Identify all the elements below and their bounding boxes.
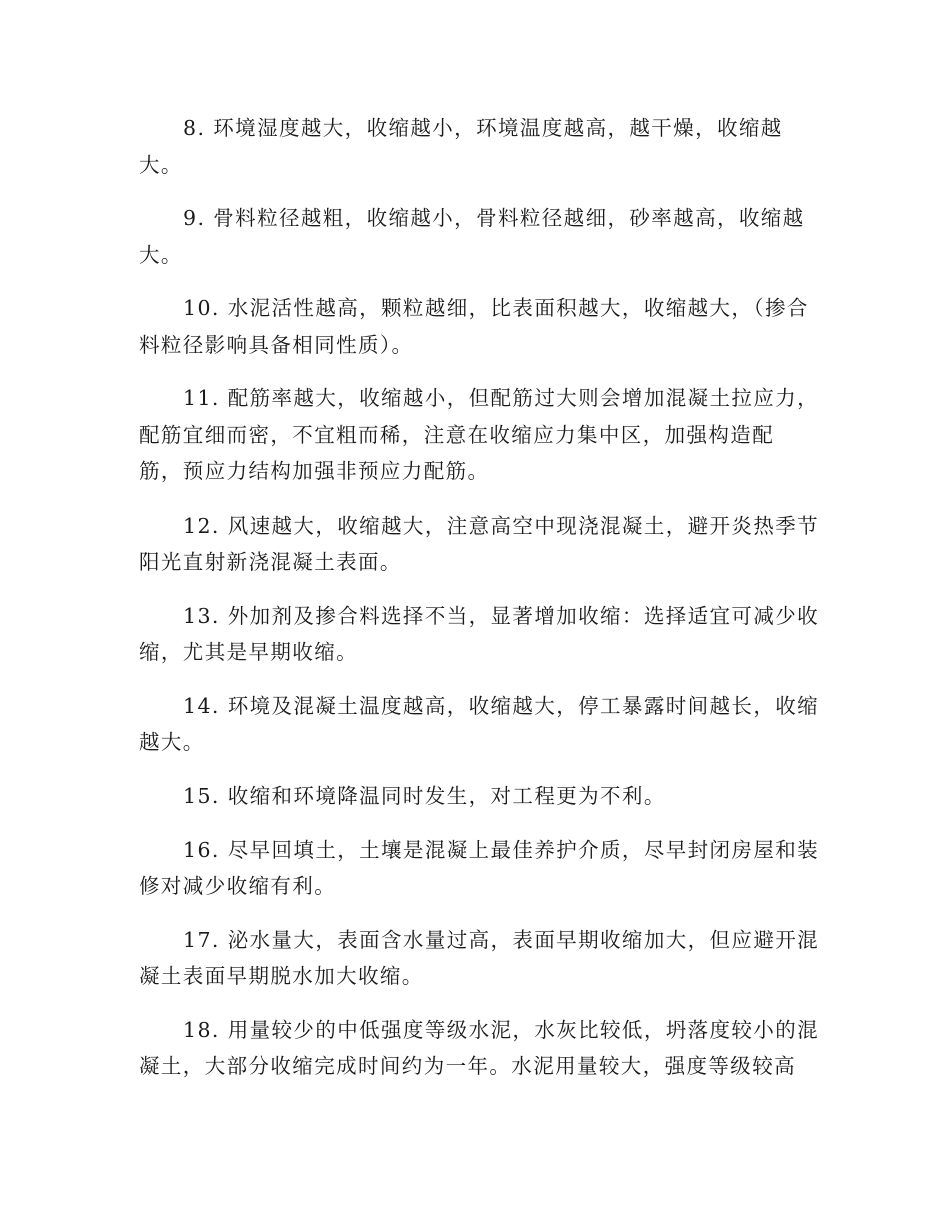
paragraph-13-line-1: 13. 外加剂及掺合料选择不当，显著增加收缩：选择适宜可减少收 xyxy=(183,604,820,628)
paragraph-18-line-2: 凝土，大部分收缩完成时间约为一年。水泥用量较大，强度等级较高 xyxy=(139,1054,796,1078)
paragraph-13-line-2: 缩，尤其是早期收缩。 xyxy=(139,640,358,664)
paragraph-12-line-1: 12. 风速越大，收缩越大，注意高空中现浇混凝土，避开炎热季节 xyxy=(183,514,820,538)
paragraph-16-line-1: 16. 尽早回填土，土壤是混凝上最佳养护介质，尽早封闭房屋和装 xyxy=(183,838,820,862)
paragraph-9-line-2: 大。 xyxy=(139,243,183,267)
paragraph-8-line-1: 8. 环境湿度越大，收缩越小，环境温度越高，越干燥，收缩越 xyxy=(183,116,783,140)
paragraph-16-line-2: 修对减少收缩有利。 xyxy=(139,874,337,898)
paragraph-17-line-1: 17. 泌水量大，表面含水量过高，表面早期收缩加大，但应避开混 xyxy=(183,928,820,952)
paragraph-10-line-1: 10. 水泥活性越高，颗粒越细，比表面积越大，收缩越大，（掺合 xyxy=(183,296,809,320)
paragraph-14-line-2: 越大。 xyxy=(139,730,205,754)
paragraph-10-line-2: 料粒径影响具备相同性质）。 xyxy=(139,333,414,357)
paragraph-15-line-1: 15. 收缩和环境降温同时发生，对工程更为不利。 xyxy=(183,784,666,808)
paragraph-18-line-1: 18. 用量较少的中低强度等级水泥，水灰比较低，坍落度较小的混 xyxy=(183,1018,820,1042)
paragraph-11-line-3: 筋，预应力结构加强非预应力配筋。 xyxy=(139,459,490,483)
paragraph-11-line-1: 11. 配筋率越大，收缩越小，但配筋过大则会增加混凝土拉应力， xyxy=(183,386,820,410)
paragraph-14-line-1: 14. 环境及混凝土温度越高，收缩越大，停工暴露时间越长，收缩 xyxy=(183,694,820,718)
paragraph-12-line-2: 阳光直射新浇混凝土表面。 xyxy=(139,550,402,574)
paragraph-9-line-1: 9. 骨料粒径越粗，收缩越小，骨料粒径越细，砂率越高，收缩越 xyxy=(183,206,805,230)
paragraph-11-line-2: 配筋宜细而密，不宜粗而稀，注意在收缩应力集中区，加强构造配 xyxy=(139,423,775,447)
paragraph-8-line-2: 大。 xyxy=(139,153,183,177)
paragraph-17-line-2: 凝土表面早期脱水加大收缩。 xyxy=(139,964,424,988)
